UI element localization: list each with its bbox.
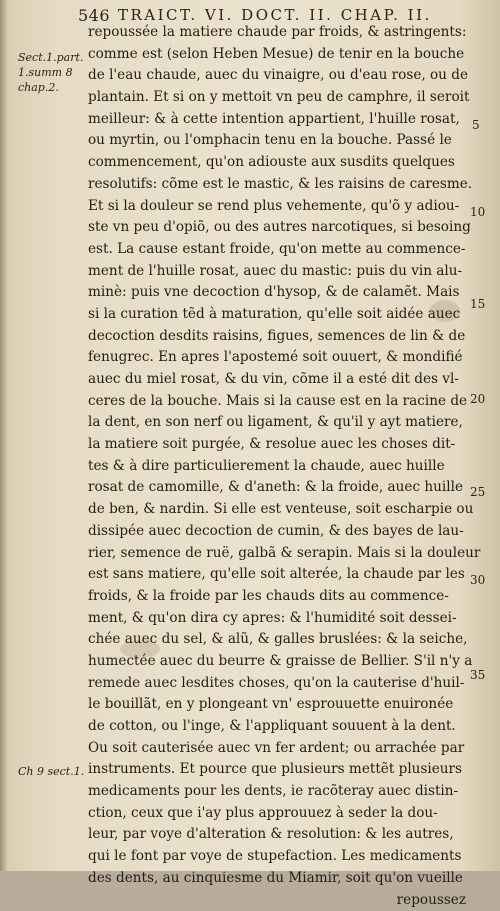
text-line: de l'eau chaude, auec du vinaigre, ou d'eau rose, ou de bbox=[88, 65, 466, 87]
line-number: 10 bbox=[470, 205, 485, 219]
line-number: 5 bbox=[472, 118, 480, 132]
text-line: humectée auec du beurre & graisse de Bellier. S'il n'y a bbox=[88, 651, 466, 673]
line-number: 35 bbox=[470, 668, 485, 682]
line-number: 20 bbox=[470, 392, 485, 406]
text-line: plantain. Et si on y mettoit vn peu de camphre, il seroit bbox=[88, 87, 466, 109]
text-line: ment, & qu'on dira cy apres: & l'humidité soit dessei- bbox=[88, 608, 466, 630]
text-line: est sans matiere, qu'elle soit alterée, la chaude par les bbox=[88, 564, 466, 586]
text-line: instruments. Et pource que plusieurs mettẽt plusieurs bbox=[88, 759, 466, 781]
text-line: auec du miel rosat, & du vin, cõme il a esté dit des vl- bbox=[88, 369, 466, 391]
text-line: ste vn peu d'opiõ, ou des autres narcotiques, si besoing bbox=[88, 217, 466, 239]
text-line: la dent, en son nerf ou ligament, & qu'il y ayt matiere, bbox=[88, 412, 466, 434]
text-line: tes & à dire particulierement la chaude, auec huille bbox=[88, 456, 466, 478]
text-line: ment de l'huille rosat, auec du mastic: puis du vin alu- bbox=[88, 261, 466, 283]
text-line: Et si la douleur se rend plus vehemente, qu'õ y adiou- bbox=[88, 196, 466, 218]
text-line: ceres de la bouche. Mais si la cause est en la racine de bbox=[88, 391, 466, 413]
text-line: commencement, qu'on adiouste aux susdits quelques bbox=[88, 152, 466, 174]
text-line: repoussée la matiere chaude par froids, & astringents: bbox=[88, 22, 466, 44]
text-line: remede auec lesdites choses, qu'on la cauterise d'huil- bbox=[88, 673, 466, 695]
text-line: froids, & la froide par les chauds dits au commence- bbox=[88, 586, 466, 608]
text-line: le bouillãt, en y plongeant vn' esprouuette enuironée bbox=[88, 694, 466, 716]
text-line: des dents, au cinquiesme du Miamir, soit qu'on vueille bbox=[88, 868, 466, 890]
text-line: comme est (selon Heben Mesue) de tenir en la bouche bbox=[88, 44, 466, 66]
text-line: Ou soit cauterisée auec vn fer ardent; ou arrachée par bbox=[88, 738, 466, 760]
line-number: 30 bbox=[470, 573, 485, 587]
text-line: rosat de camomille, & d'aneth: & la froide, auec huille bbox=[88, 477, 466, 499]
text-line: rier, semence de ruë, galbã & serapin. Mais si la douleur bbox=[88, 543, 466, 565]
line-number: 15 bbox=[470, 297, 485, 311]
text-line: dissipée auec decoction de cumin, & des bayes de lau- bbox=[88, 521, 466, 543]
running-head: TRAICT. VI. DOCT. II. CHAP. II. bbox=[118, 6, 432, 24]
text-line: minè: puis vne decoction d'hysop, & de calamẽt. Mais bbox=[88, 282, 466, 304]
body-text bbox=[88, 22, 466, 911]
text-line: medicaments pour les dents, ie racõteray auec distin- bbox=[88, 781, 466, 803]
margin-note: Ch 9 sect.1. bbox=[18, 764, 84, 779]
text-line: resolutifs: cõme est le mastic, & les raisins de caresme. bbox=[88, 174, 466, 196]
margin-note: Sect.1.part. 1.summ 8 chap.2. bbox=[18, 50, 83, 95]
text-line: chée auec du sel, & alũ, & galles bruslées: & la seiche, bbox=[88, 629, 466, 651]
text-line: fenugrec. En apres l'apostemé soit ouuert, & mondifié bbox=[88, 347, 466, 369]
text-line: ction, ceux que i'ay plus approuuez à seder la dou- bbox=[88, 803, 466, 825]
text-line: la matiere soit purgée, & resolue auec les choses dit- bbox=[88, 434, 466, 456]
text-line: de cotton, ou l'inge, & l'appliquant souuent à la dent. bbox=[88, 716, 466, 738]
text-line: de ben, & nardin. Si elle est venteuse, soit escharpie ou bbox=[88, 499, 466, 521]
text-line: ou myrtin, ou l'omphacin tenu en la bouche. Passé le bbox=[88, 130, 466, 152]
page-number: 546 bbox=[78, 6, 110, 25]
line-number: 25 bbox=[470, 485, 485, 499]
text-line: si la curation tẽd à maturation, qu'elle soit aidée auec bbox=[88, 304, 466, 326]
text-line: decoction desdits raisins, figues, semences de lin & de bbox=[88, 326, 466, 348]
catchword: repoussez bbox=[88, 890, 466, 911]
text-line: meilleur: & à cette intention appartient, l'huille rosat, bbox=[88, 109, 466, 131]
text-line: est. La cause estant froide, qu'on mette au commence- bbox=[88, 239, 466, 261]
text-line: leur, par voye d'alteration & resolution: & les autres, bbox=[88, 824, 466, 846]
text-line: qui le font par voye de stupefaction. Les medicaments bbox=[88, 846, 466, 868]
